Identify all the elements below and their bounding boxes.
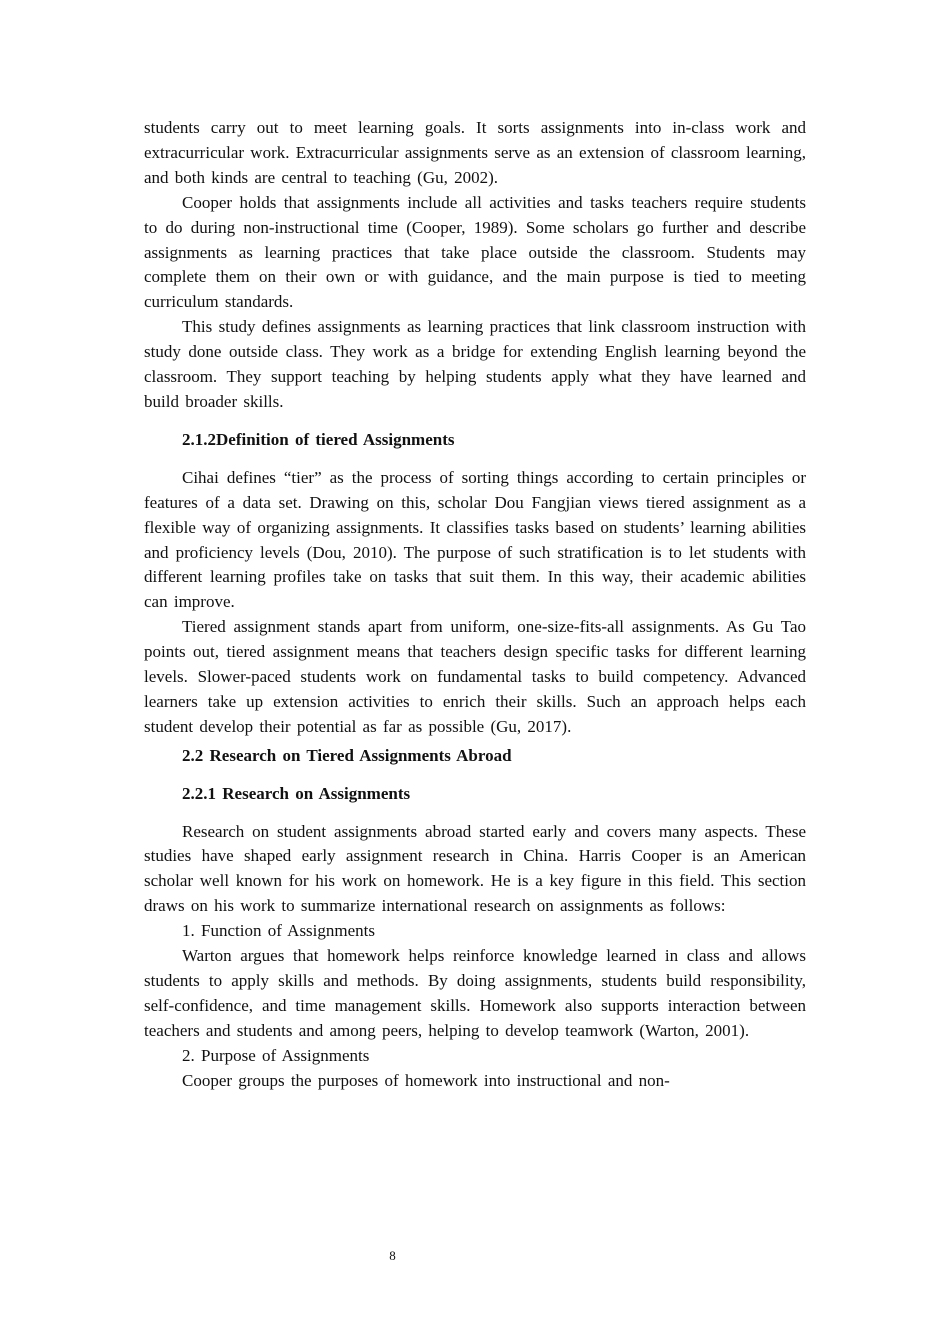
paragraph: Warton argues that homework helps reinforce knowledge learned in class and allows students to apply skills and methods. By doing assignments, students build responsibility, self-confidence, and time management skills. Homework also supports interaction between teachers and students and among peers, helping to develop teamwork (Warton, 2001). — [144, 946, 806, 1040]
paragraph: This study defines assignments as learning practices that link classroom instruction with study done outside class. They work as a bridge for extending English learning beyond the classroom. They support teaching by helping students apply what they have learned and build broader skills. — [144, 317, 806, 411]
section-heading-2-2-1: 2.2.1 Research on Assignments — [182, 783, 411, 803]
paragraph: Tiered assignment stands apart from uniform, one-size-fits-all assignments. As Gu Tao points out, tiered assignment means that teachers design specific tasks for different learning levels. Slower-paced students work on fundamental tasks to build competency. Advanced learners take up extension activities to enrich their skills. Such an approach helps each student develop their potential as far as possible (Gu, 2017). — [144, 617, 806, 736]
list-item-heading: 2. Purpose of Assignments — [182, 1045, 370, 1065]
section-heading-2-1-2: 2.1.2Definition of tiered Assignments — [182, 429, 455, 449]
list-item-heading: 1. Function of Assignments — [182, 921, 376, 941]
section-heading-2-2: 2.2 Research on Tiered Assignments Abroad — [182, 745, 512, 765]
paragraph: Research on student assignments abroad started early and covers many aspects. These studies have shaped early assignment research in China. Harris Cooper is an American scholar well known for his work on homework. He is a key figure in this field. This section draws on his work to summarize international research on assignments as follows: — [144, 821, 806, 916]
paragraph: Cihai defines “tier” as the process of sorting things according to certain principles or features of a data set. Drawing on this, scholar Dou Fangjian views tiered assignment as a flexible way of organizing assignments. It classifies tasks based on students’ learning abilities and proficiency levels (Dou, 2010). The purpose of such stratification is to let students with different learning profiles take on tasks that suit them. In this way, their academic abilities can improve. — [144, 467, 806, 612]
page-body — [144, 116, 806, 1094]
paragraph: Cooper groups the purposes of homework into instructional and non- — [182, 1070, 670, 1090]
paragraph: students carry out to meet learning goals. It sorts assignments into in-class work and extracurricular work. Extracurricular assignments serve as an extension of classroom learning, and both kinds are central to teaching (Gu, 2002). — [144, 118, 806, 187]
paragraph: Cooper holds that assignments include all activities and tasks teachers require students to do during non-instructional time (Cooper, 1989). Some scholars go further and describe assignments as learning practices that take place outside the classroom. Students may complete them on their own or with guidance, and the main purpose is tied to meeting curriculum standards. — [144, 192, 806, 312]
page-number: 8 — [389, 1248, 396, 1263]
